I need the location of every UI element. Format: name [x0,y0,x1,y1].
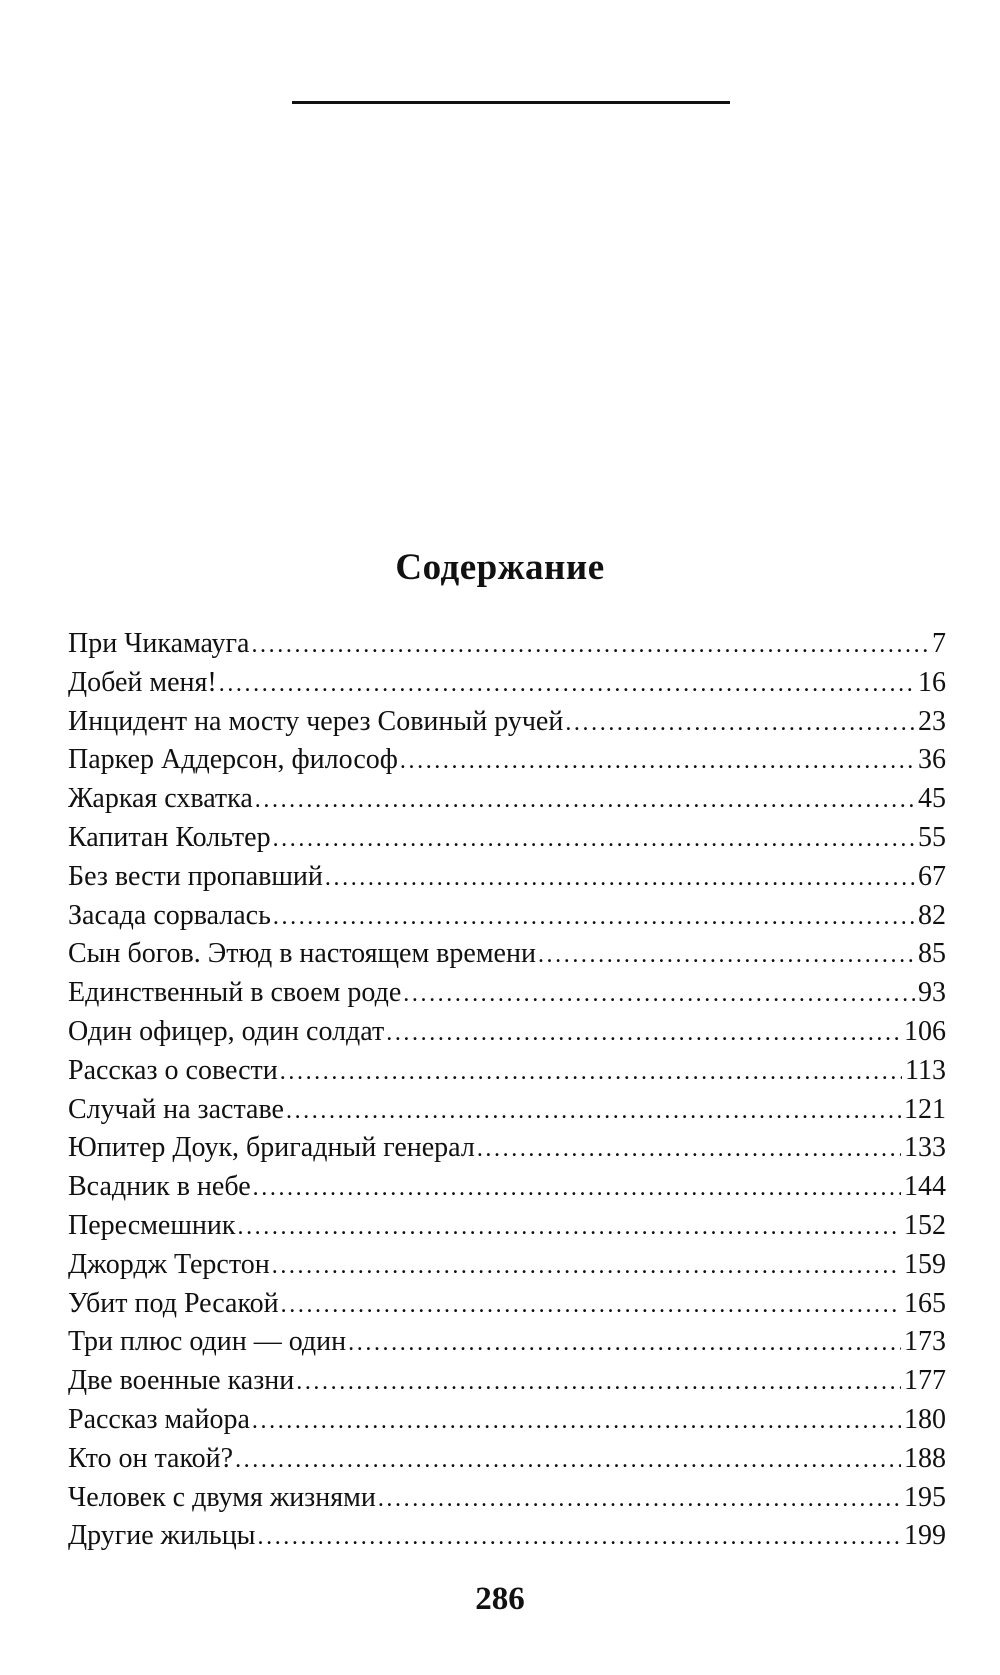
toc-dot-leader [565,704,915,743]
toc-entry [68,1440,946,1479]
toc-entry [68,741,946,780]
toc-dot-leader [237,1208,901,1247]
toc-entry-title: Один офицер, один солдат [68,1015,385,1047]
toc-dot-leader [538,936,915,975]
toc-entry [68,974,946,1013]
toc-entry-page: 16 [918,666,946,698]
toc-entry [68,780,946,819]
toc-entry-title: Инцидент на мосту через Совиный ручей [68,705,564,737]
toc-entry [68,703,946,742]
toc-entry [68,1168,946,1207]
toc-entry-page: 23 [918,705,946,737]
toc-entry-title: Кто он такой? [68,1442,234,1474]
toc-entry-page: 45 [918,783,946,815]
toc-dot-leader [252,1402,901,1441]
toc-entry-page: 173 [904,1326,946,1358]
toc-entry-page: 55 [918,821,946,853]
toc-entry [68,1323,946,1362]
toc-dot-leader [273,898,915,937]
toc-entry-page: 159 [904,1248,946,1280]
toc-entry-page: 199 [904,1520,946,1552]
toc-entry-page: 93 [918,977,946,1009]
toc-entry [68,819,946,858]
page-number: 286 [475,1581,525,1617]
toc-entry-page: 177 [904,1365,946,1397]
toc-entry-title: Пересмешник [68,1209,236,1241]
toc-dot-leader [272,1247,901,1286]
toc-entry-title: Две военные казни [68,1365,295,1397]
toc-dot-leader [281,1286,901,1325]
toc-dot-leader [251,626,929,665]
top-rule-divider [292,101,730,104]
toc-entry-title: Засада сорвалась [68,899,271,931]
toc-dot-leader [253,1169,901,1208]
toc-title: Содержание [395,547,605,588]
toc-dot-leader [403,975,915,1014]
toc-entry-title: Рассказ о совести [68,1054,278,1086]
toc-entry-title: Паркер Аддерсон, философ [68,744,398,776]
toc-entry-page: 36 [918,744,946,776]
toc-entry-page: 188 [904,1442,946,1474]
toc-entry-title: Единственный в своем роде [68,977,402,1009]
toc-entry-title: Юпитер Доук, бригадный генерал [68,1132,475,1164]
toc-entry [68,1052,946,1091]
toc-entry [68,1129,946,1168]
toc-entry [68,625,946,664]
toc-entry-title: Три плюс один — один [68,1326,347,1358]
toc-entry-title: Добей меня! [68,666,217,698]
toc-entry-page: 121 [904,1093,946,1125]
toc-entry-title: Другие жильцы [68,1520,256,1552]
toc-entry [68,897,946,936]
toc-entry-page: 113 [905,1054,946,1086]
toc-dot-leader [378,1480,901,1519]
toc-dot-leader [477,1130,901,1169]
toc-dot-leader [325,859,915,898]
toc-entry-title: Случай на заставе [68,1093,284,1125]
toc-dot-leader [400,742,915,781]
toc-dot-leader [286,1092,901,1131]
toc-entry-page: 195 [904,1481,946,1513]
toc-dot-leader [296,1363,901,1402]
toc-entry-title: При Чикамауга [68,628,250,659]
toc-entry-page: 165 [904,1287,946,1319]
toc-dot-leader [280,1053,902,1092]
toc-entry [68,1013,946,1052]
toc-list [68,625,946,1556]
toc-entry-page: 85 [918,938,946,970]
toc-dot-leader [255,781,915,820]
toc-entry [68,1401,946,1440]
toc-entry [68,1285,946,1324]
toc-entry-title: Рассказ майора [68,1403,250,1435]
toc-dot-leader [348,1324,901,1363]
toc-entry-title: Без вести пропавший [68,860,323,892]
toc-entry [68,1246,946,1285]
toc-entry-page: 180 [904,1403,946,1435]
toc-entry-title: Капитан Кольтер [68,821,271,853]
toc-entry-page: 7 [932,628,946,659]
toc-dot-leader [386,1014,901,1053]
toc-dot-leader [219,665,915,704]
toc-entry [68,935,946,974]
toc-entry [68,1479,946,1518]
toc-entry-title: Всадник в небе [68,1171,251,1203]
toc-entry-title: Джордж Терстон [68,1248,270,1280]
toc-entry-title: Человек с двумя жизнями [68,1481,376,1513]
toc-entry [68,1517,946,1556]
toc-dot-leader [273,820,915,859]
toc-entry-title: Жаркая схватка [68,783,253,815]
toc-dot-leader [235,1441,901,1480]
toc-entry-title: Сын богов. Этюд в настоящем времени [68,938,536,970]
toc-entry [68,1207,946,1246]
toc-entry [68,1091,946,1130]
toc-dot-leader [258,1518,902,1557]
toc-entry-page: 67 [918,860,946,892]
toc-entry-title: Убит под Ресакой [68,1287,279,1319]
toc-entry-page: 133 [904,1132,946,1164]
toc-entry-page: 152 [904,1209,946,1241]
toc-entry [68,1362,946,1401]
toc-entry-page: 82 [918,899,946,931]
toc-entry-page: 106 [904,1015,946,1047]
toc-entry [68,858,946,897]
toc-entry-page: 144 [904,1171,946,1203]
toc-entry [68,664,946,703]
